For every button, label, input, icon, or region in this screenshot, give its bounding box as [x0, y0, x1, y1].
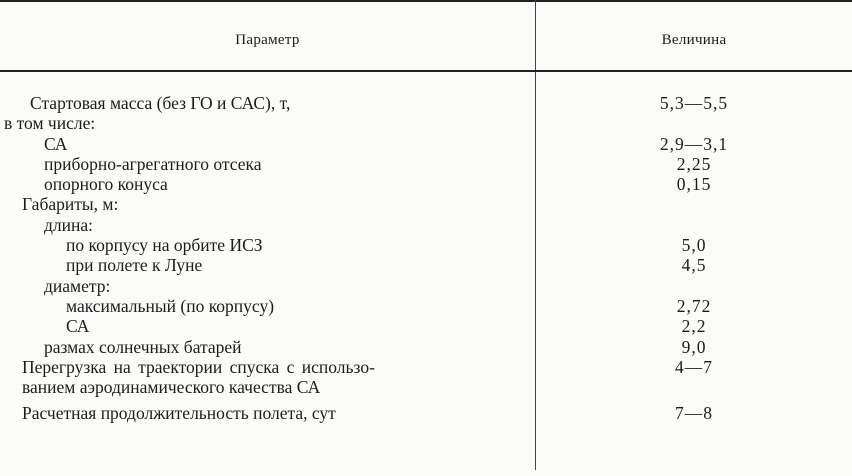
table-row — [0, 215, 852, 235]
table-row — [0, 134, 852, 154]
table-row — [0, 194, 852, 214]
param-cell: длина: — [44, 214, 93, 235]
table-row — [0, 337, 852, 357]
value-cell: 7—8 — [675, 403, 713, 424]
value-cell: 4—7 — [675, 356, 713, 377]
value-cell: 2,72 — [676, 295, 712, 316]
table-row — [0, 296, 852, 316]
param-cell: ванием аэродинамического качества СА — [22, 377, 321, 398]
param-cell: по корпусу на орбите ИСЗ — [66, 235, 263, 256]
table-row — [0, 377, 852, 397]
param-cell: Перегрузка на траектории спуска с использо- — [22, 356, 375, 377]
param-cell: СА — [44, 133, 68, 154]
param-cell: диаметр: — [44, 275, 111, 296]
header-value: Величина — [661, 32, 727, 48]
header-parameter: Параметр — [235, 32, 300, 48]
param-cell: максимальный (по корпусу) — [66, 295, 275, 316]
value-cell: 4,5 — [681, 255, 707, 276]
table-row — [0, 255, 852, 275]
table-row — [0, 357, 852, 377]
table-row — [0, 174, 852, 194]
table-row — [0, 276, 852, 296]
value-cell: 0,15 — [676, 174, 712, 195]
table-row — [0, 113, 852, 133]
value-cell: 5,0 — [681, 235, 707, 256]
table-top-rule — [0, 0, 852, 2]
table-body — [0, 93, 852, 424]
value-cell: 2,2 — [681, 316, 707, 337]
value-cell: 2,9—3,1 — [659, 133, 729, 154]
value-cell: 2,25 — [676, 153, 712, 174]
value-cell: 9,0 — [681, 336, 707, 357]
param-cell: СА — [66, 316, 90, 337]
param-cell: Расчетная продолжительность полета, сут — [22, 403, 336, 424]
param-cell: при полете к Луне — [66, 255, 203, 276]
param-cell: размах солнечных батарей — [44, 336, 242, 357]
header-bottom-rule — [0, 70, 852, 72]
table-row — [0, 316, 852, 336]
param-cell: Габариты, м: — [22, 194, 119, 215]
table-row — [0, 235, 852, 255]
table-row — [0, 403, 852, 423]
param-cell: в том числе: — [4, 113, 96, 134]
value-cell: 5,3—5,5 — [659, 93, 729, 113]
table-row — [0, 93, 852, 113]
param-cell: Стартовая масса (без ГО и САС), т, — [30, 93, 291, 113]
table-row — [0, 154, 852, 174]
param-cell: приборно-агрегатного отсека — [44, 153, 262, 174]
param-cell: опорного конуса — [44, 174, 168, 195]
